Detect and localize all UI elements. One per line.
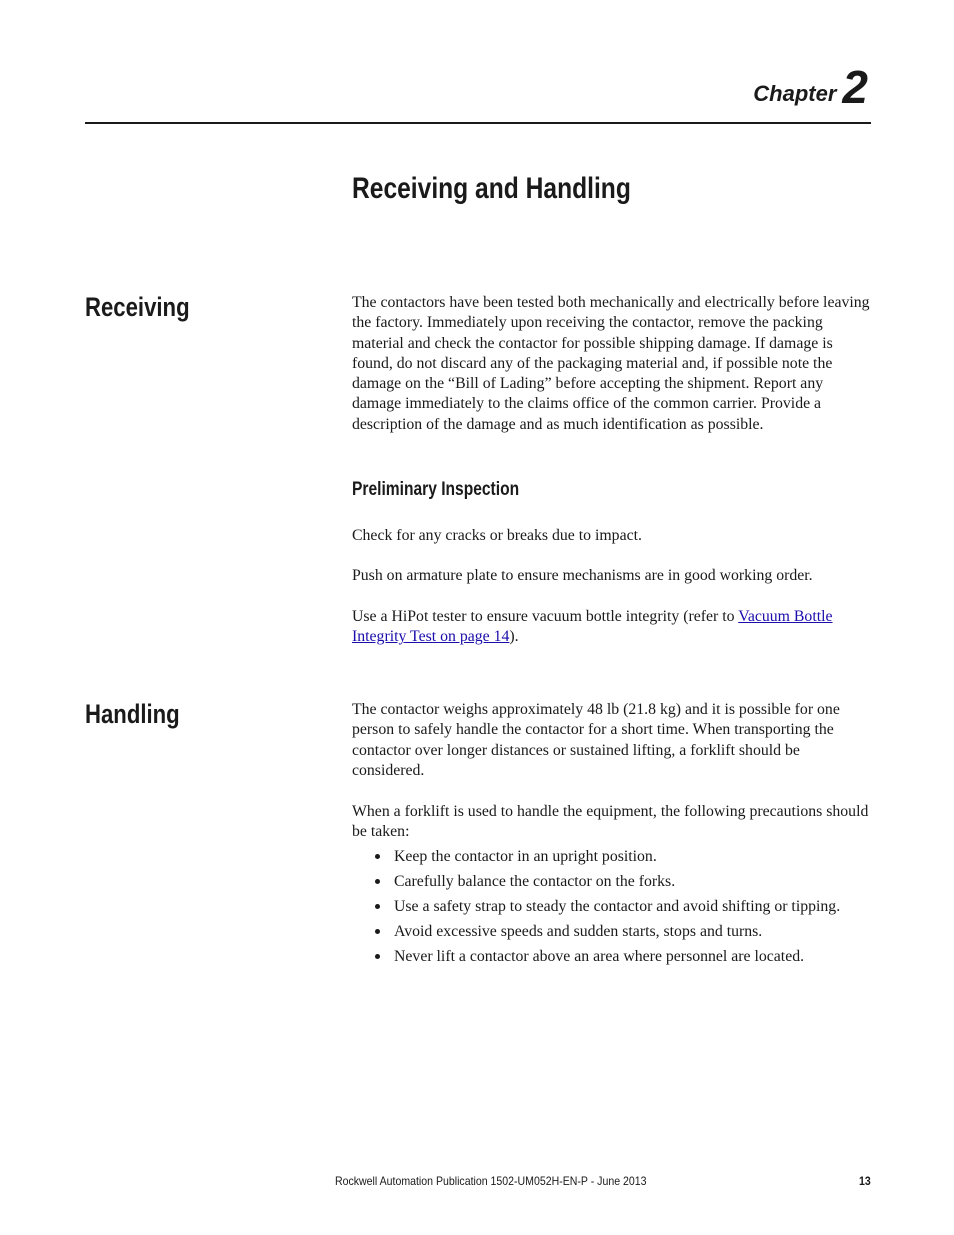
page-title: Receiving and Handling xyxy=(352,172,631,205)
list-item-text: Carefully balance the contactor on the forks. xyxy=(394,873,676,890)
list-item xyxy=(352,896,872,921)
list-item xyxy=(352,946,872,971)
hipot-text-after: ). xyxy=(509,628,519,646)
bullet-icon xyxy=(375,929,380,934)
list-item xyxy=(352,871,872,896)
list-item xyxy=(352,921,872,946)
hipot-paragraph xyxy=(352,607,872,648)
bullet-icon xyxy=(375,904,380,909)
list-item-text: Keep the contactor in an upright position. xyxy=(394,848,657,865)
receiving-paragraph: The contactors have been tested both mechanically and electrically before leaving the factory. Immediately upon receiving the contactor, remove the packing material and check the contactor for possible shipping damage. If damage is found, do not discard any of the packaging material and, if possible note the damage on the “Bill of Lading” before accepting the shipment. Report any damage immediately to the claims office of the common carrier. Provide a description of the damage and as much identification as possible. xyxy=(352,294,870,433)
forklift-precautions-list xyxy=(352,846,872,971)
chapter-number: 2 xyxy=(842,61,868,113)
list-item-text: Avoid excessive speeds and sudden starts, stops and turns. xyxy=(394,923,763,940)
check-cracks-paragraph: Check for any cracks or breaks due to impact. xyxy=(352,527,642,544)
handling-heading: Handling xyxy=(85,699,180,729)
handling-paragraph: The contactor weighs approximately 48 lb (21.8 kg) and it is possible for one person to safely handle the contactor for a short time. When transporting the contactor over longer distances or sustained lifting, a forklift should be considered. xyxy=(352,701,840,779)
bullet-icon xyxy=(375,954,380,959)
footer-publication: Rockwell Automation Publication 1502-UM052H-EN-P - June 2013 xyxy=(335,1174,647,1188)
bullet-icon xyxy=(375,879,380,884)
page-number: 13 xyxy=(859,1174,871,1188)
receiving-heading: Receiving xyxy=(85,292,190,322)
bullet-icon xyxy=(375,854,380,859)
hipot-text-before: Use a HiPot tester to ensure vacuum bottle integrity (refer to xyxy=(352,608,739,625)
header-rule xyxy=(85,122,871,124)
chapter-header xyxy=(753,61,868,113)
chapter-label: Chapter xyxy=(753,81,837,106)
list-item-text: Never lift a contactor above an area where personnel are located. xyxy=(394,948,805,965)
list-item-text: Use a safety strap to steady the contactor and avoid shifting or tipping. xyxy=(394,898,841,915)
forklift-intro-paragraph: When a forklift is used to handle the equipment, the following precautions should be taken: xyxy=(352,803,869,841)
list-item xyxy=(352,846,872,871)
vacuum-bottle-test-link[interactable]: Vacuum Bottle Integrity Test on page 14 xyxy=(352,608,833,646)
preliminary-inspection-heading: Preliminary Inspection xyxy=(352,479,520,500)
push-armature-paragraph: Push on armature plate to ensure mechanisms are in good working order. xyxy=(352,567,813,584)
